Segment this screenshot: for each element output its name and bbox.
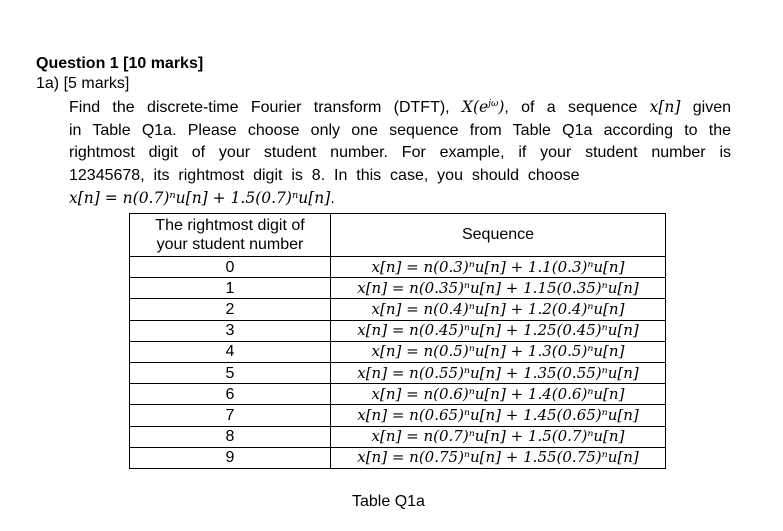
table-caption: Table Q1a [352,493,425,510]
sequence-cell: x[n] = n(0.75)ⁿu[n] + 1.55(0.75)ⁿu[n] [331,447,666,468]
line1-text-b: , of a sequence [504,99,650,116]
table-row [130,384,666,405]
dtft-symbol-exponent: jω [488,98,499,109]
sequence-cell: x[n] = n(0.45)ⁿu[n] + 1.25(0.45)ⁿu[n] [331,320,666,341]
digit-cell: 9 [130,447,331,468]
sequence-cell: x[n] = n(0.4)ⁿu[n] + 1.2(0.4)ⁿu[n] [331,299,666,320]
header-sequence: Sequence [331,214,666,257]
line5-end: . [330,190,335,207]
digit-cell: 8 [130,426,331,447]
digit-cell: 4 [130,341,331,362]
paragraph-line-1 [69,96,731,120]
table-row [130,257,666,278]
table-row [130,278,666,299]
sequence-cell: x[n] = n(0.35)ⁿu[n] + 1.15(0.35)ⁿu[n] [331,278,666,299]
sequence-cell: x[n] = n(0.65)ⁿu[n] + 1.45(0.65)ⁿu[n] [331,405,666,426]
sequence-cell: x[n] = n(0.55)ⁿu[n] + 1.35(0.55)ⁿu[n] [331,362,666,383]
digit-cell: 3 [130,320,331,341]
line1-text-a: Find the discrete-time Fourier transform (DTFT), [69,99,462,116]
paragraph-line-4: 12345678, its rightmost digit is 8. In this case, you should choose [69,166,580,184]
sequence-cell: x[n] = n(0.5)ⁿu[n] + 1.3(0.5)ⁿu[n] [331,341,666,362]
digit-cell: 6 [130,384,331,405]
paragraph-line-2: in Table Q1a. Please choose only one sequence from Table Q1a according to the [69,121,731,139]
digit-cell: 5 [130,362,331,383]
digit-cell: 2 [130,299,331,320]
sequence-cell: x[n] = n(0.3)ⁿu[n] + 1.1(0.3)ⁿu[n] [331,257,666,278]
question-paragraph [69,96,731,211]
dtft-symbol-close: ) [498,98,505,116]
dtft-symbol [462,98,504,116]
table-row [130,362,666,383]
table-row [130,341,666,362]
example-sequence: x[n] = n(0.7)ⁿu[n] + 1.5(0.7)ⁿu[n] [69,189,331,207]
question-part-label: 1a) [5 marks] [36,75,130,92]
dtft-symbol-base: X(e [461,98,489,116]
digit-cell: 1 [130,278,331,299]
table-row [130,426,666,447]
question-title: Question 1 [10 marks] [36,55,204,72]
digit-cell: 7 [130,405,331,426]
paragraph-line-5 [69,187,731,211]
header-digit-line-2: your student number [156,236,304,253]
table-row [130,447,666,468]
paragraph-line-3: rightmost digit of your student number. For example, if your student number is [69,144,731,161]
digit-cell: 0 [130,257,331,278]
sequence-symbol: x[n] [649,98,681,116]
table-row [130,299,666,320]
line1-text-c: given [680,99,732,116]
sequence-table [129,213,666,469]
table-header-row [130,214,666,257]
table-row [130,405,666,426]
sequence-cell: x[n] = n(0.6)ⁿu[n] + 1.4(0.6)ⁿu[n] [331,384,666,405]
sequence-cell: x[n] = n(0.7)ⁿu[n] + 1.5(0.7)ⁿu[n] [331,426,666,447]
table-row [130,320,666,341]
header-digit [130,214,331,257]
header-digit-line-1: The rightmost digit of [155,217,305,234]
